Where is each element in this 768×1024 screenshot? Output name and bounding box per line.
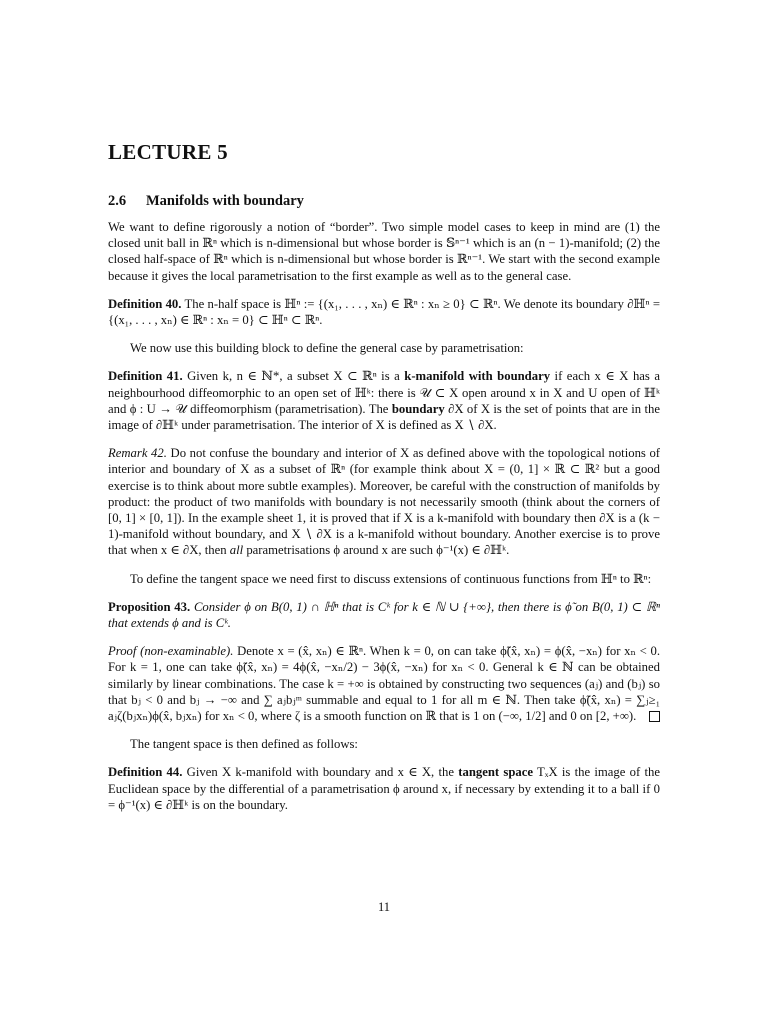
proposition-43 <box>108 599 660 631</box>
section-heading <box>108 193 304 210</box>
page-number: 11 <box>377 900 391 914</box>
remark-42 <box>108 445 660 558</box>
definition-41-label: Definition 41. <box>108 369 183 384</box>
definition-44-text: Given X k-manifold with boundary and x ∈ X, the <box>186 765 459 780</box>
qed-icon <box>649 711 660 722</box>
definition-40-text: The n-half space is ℍⁿ := {(x₁, . . . , xₙ) ∈ ℝⁿ : xₙ ≥ 0} ⊂ ℝⁿ. We denote its boundary ∂ℍⁿ = {(x₁, . . . , xₙ) ∈ ℝⁿ : xₙ = 0} ⊂ ℍⁿ ⊂ ℝⁿ. <box>108 296 660 328</box>
definition-44-text: TₓX is the image of the Euclidean space by the differential of a parametrisation ϕ around x, if necessary by extending it to a ball if 0 = ϕ⁻¹(x) ∈ ∂ℍᵏ is on the boundary. <box>108 765 660 812</box>
document-body <box>108 219 660 825</box>
definition-41-text: if each x ∈ X has a neighbourhood diffeomorphic to an open set of ℍᵏ: there is 𝒰 ⊂ X open around x in X and U open of ℍᵏ and ϕ : U → 𝒰 diffeomorphism (parametrisation). The <box>108 369 660 416</box>
tangent-intro-paragraph: The tangent space is then defined as follows: <box>130 737 358 752</box>
definition-40 <box>108 296 660 328</box>
definition-44-label: Definition 44. <box>108 765 183 780</box>
definition-40-label: Definition 40. <box>108 296 182 311</box>
extension-paragraph: To define the tangent space we need first to discuss extensions of continuous functions from ℍⁿ to ℝⁿ: <box>130 571 652 586</box>
remark-42-text: parametrisations ϕ around x are such ϕ⁻¹(x) ∈ ∂ℍᵏ. <box>243 543 510 558</box>
section-number: 2.6 <box>108 193 127 209</box>
term-tangent-space: tangent space <box>458 765 533 780</box>
remark-42-label: Remark 42. <box>108 446 167 461</box>
term-boundary: boundary <box>391 401 445 416</box>
lecture-title: LECTURE 5 <box>108 140 228 164</box>
proof-label: Proof (non-examinable). <box>108 644 234 659</box>
definition-41 <box>108 368 660 433</box>
section-title: Manifolds with boundary <box>146 193 304 209</box>
definition-41-text: ∂X of X is the set of points that are in the image of ∂ℍᵏ under parametrisation. The interior of X is defined as X ∖ ∂X. <box>108 401 660 433</box>
remark-42-text: Do not confuse the boundary and interior of X as defined above with the topological notions of interior and boundary of X as a subset of ℝⁿ (for example think about X = (0, 1] × ℝ ⊂ ℝ² but a good exercise is to think about more subtle examples). Moreover, be careful with the construction of manifolds by product: the product of two manifolds with boundary is not necessarily smooth (think about the corners of [0, 1] × [0, 1]). In the example sheet 1, it is proved that if X is a k-manifold with boundary then ∂X is a (k − 1)-manifold without boundary, and X ∖ ∂X is a k-manifold without boundary. Another exercise is to prove that when x ∈ ∂X, then <box>108 446 661 558</box>
term-k-manifold-with-boundary: k-manifold with boundary <box>404 369 551 384</box>
proof <box>108 643 660 724</box>
proposition-43-label: Proposition 43. <box>108 599 191 614</box>
proposition-43-text: Consider ϕ on B(0, 1) ∩ ℍⁿ that is Cᵏ for k ∈ ℕ ∪ {+∞}, then there is ϕ̃ on B(0, 1) ⊂ ℝⁿ that extends ϕ and is Cᵏ. <box>108 599 661 631</box>
emphasis-all: all <box>229 543 244 558</box>
intro-paragraph: We want to define rigorously a notion of “border”. Two simple model cases to keep in mind are (1) the closed unit ball in ℝⁿ which is n-dimensional but whose border is 𝕊ⁿ⁻¹ which is an (n − 1)-manifold; (2) the closed half-space of ℝⁿ which is n-dimensional but whose border is ℝⁿ⁻¹. We start with the second example because it gives the local parametrisation to the first example as well as to the general case. <box>108 220 660 283</box>
definition-44 <box>108 764 660 813</box>
proof-text: Denote x = (x̂, xₙ) ∈ ℝⁿ. When k = 0, on can take ϕ̃(x̂, xₙ) = ϕ(x̂, −xₙ) for xₙ < 0. For k = 1, one can take ϕ̃(x̂, xₙ) = 4ϕ(x̂, −xₙ/2) − 3ϕ(x̂, −xₙ) for xₙ < 0. General k ∈ ℕ can be obtained similarly by linear combinations. The case k = +∞ is obtained by constructing two sequences (aⱼ) and (bⱼ) so that bⱼ < 0 and bⱼ → −∞ and ∑ aⱼbⱼᵐ summable and equal to 1 for all m ∈ ℕ. Then take ϕ̃(x̂, xₙ) = ∑ⱼ≥₁ aⱼζ(bⱼxₙ)ϕ(x̂, bⱼxₙ) for xₙ < 0, where ζ is a smooth function on ℝ that is 1 on (−∞, 1/2] and 0 on [2, +∞). <box>108 644 660 724</box>
definition-41-text: Given k, n ∈ ℕ*, a subset X ⊂ ℝⁿ is a <box>187 369 405 384</box>
transition-paragraph: We now use this building block to define the general case by parametrisation: <box>130 341 524 356</box>
